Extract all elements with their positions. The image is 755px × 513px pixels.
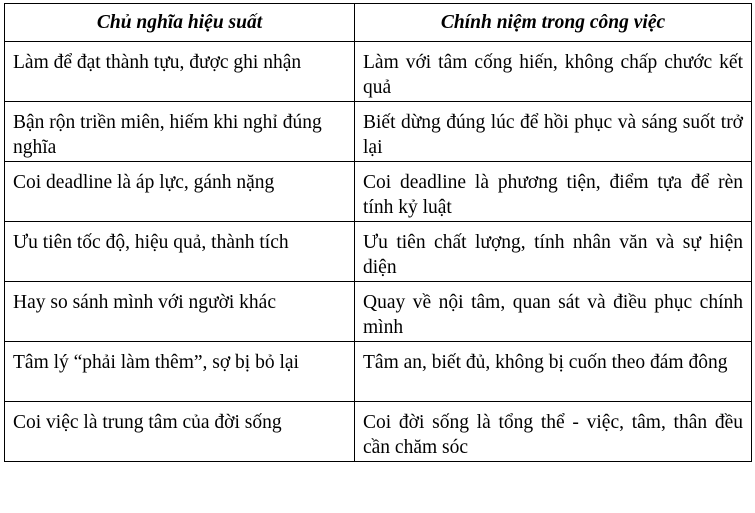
table-row [5,162,752,222]
cell-mindfulness: Biết dừng đúng lúc để hồi phục và sáng suốt trở lại [355,102,752,162]
table-row [5,42,752,102]
comparison-table [4,3,752,462]
cell-mindfulness: Coi đời sống là tổng thể - việc, tâm, thân đều cần chăm sóc [355,402,752,462]
cell-performance: Bận rộn triền miên, hiếm khi nghỉ đúng nghĩa [5,102,355,162]
cell-performance: Coi việc là trung tâm của đời sống [5,402,355,462]
cell-mindfulness: Quay về nội tâm, quan sát và điều phục chính mình [355,282,752,342]
table-row [5,402,752,462]
header-mindfulness-at-work: Chính niệm trong công việc [355,4,752,42]
header-performance-culture: Chủ nghĩa hiệu suất [5,4,355,42]
cell-mindfulness: Coi deadline là phương tiện, điểm tựa để rèn tính kỷ luật [355,162,752,222]
cell-mindfulness: Tâm an, biết đủ, không bị cuốn theo đám đông [355,342,752,402]
cell-performance: Ưu tiên tốc độ, hiệu quả, thành tích [5,222,355,282]
cell-performance: Làm để đạt thành tựu, được ghi nhận [5,42,355,102]
cell-performance: Coi deadline là áp lực, gánh nặng [5,162,355,222]
table-row [5,222,752,282]
table-row [5,102,752,162]
table-header-row [5,4,752,42]
comparison-table-container [4,3,751,462]
table-row [5,342,752,402]
cell-mindfulness: Ưu tiên chất lượng, tính nhân văn và sự hiện diện [355,222,752,282]
cell-performance: Tâm lý “phải làm thêm”, sợ bị bỏ lại [5,342,355,402]
cell-performance: Hay so sánh mình với người khác [5,282,355,342]
cell-mindfulness: Làm với tâm cống hiến, không chấp chước kết quả [355,42,752,102]
table-row [5,282,752,342]
